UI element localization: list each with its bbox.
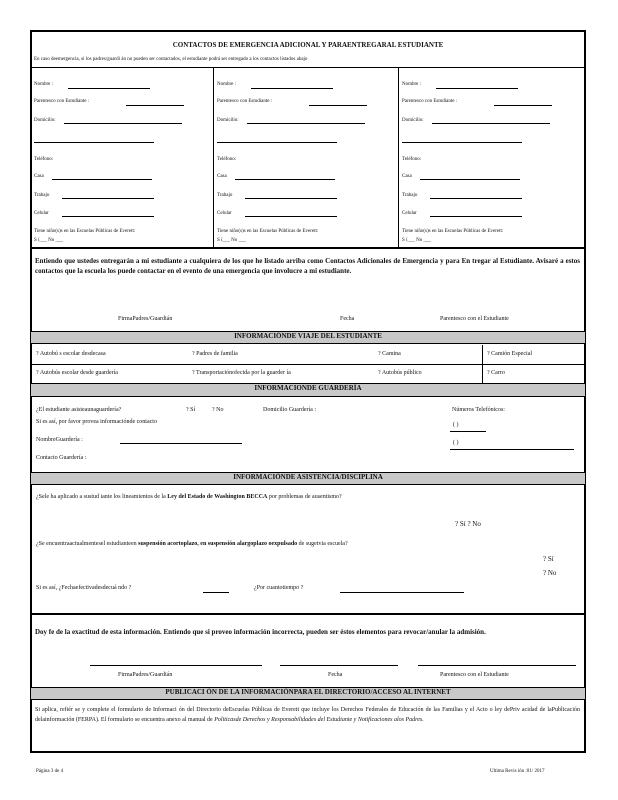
accuracy-statement: Doy fe de la exactitud de esta información. Entiendo que si proveo información incorrecta, pueden ser éstos elementos para revocar/anular la admisión. [35,628,486,636]
contact-2-field-6[interactable] [245,198,337,199]
becca-text-a: ¿Sele ha aplicado a sustud iante los lineamientos de la [36,494,166,500]
contact-3-casa-label: Casa [402,174,412,179]
contact-1-field-6[interactable] [62,198,154,199]
relationship-label-2: Parentesco con el Estudiante [440,672,509,678]
travel-option-car[interactable]: ? Carro [487,370,505,376]
travel-section-header: INFORMACIÓNDE VIAJE DEL ESTUDIANTE [31,331,585,344]
contact-1-telefono-label: Teléfono: [34,157,54,162]
contact-2-tiene-hijos-label: Tiene niño(s)s en las Escuelas Públicas de Everett: [217,229,319,234]
publication-text-plain: Si aplica, refiér se y complete el formulario de Informaci ón del Directorio deEscuelas Públicas de Everett que incluye los Derechos Federales de Educación de las Familias y el Acto o ley dePriv acidad de laPublicación delainformación (FERPA). El formulario se encuentra anexo al manual de [35,707,580,723]
contact-1-nombre-label: Nombre : [34,82,54,87]
contact-3-field-2[interactable] [432,123,550,124]
suspension-text-a: ¿Se encuentraactualmentesel estudianteen [36,541,137,547]
effective-date-field[interactable] [203,592,229,593]
contact-1-casa-label: Casa [34,174,44,179]
phone-field-1[interactable] [450,431,486,432]
contact-2-parentesco-label: Parentesco con Estudiante : [217,99,273,104]
contact-1-field-1[interactable] [126,105,184,106]
contact-3-field-5[interactable] [420,179,520,180]
date-label-2: Fecha [328,672,343,678]
contact-1-tiene-hijos-label: Tiene niño(s)s en las Escuelas Públicas de Everett: [34,229,136,234]
contact-1-field-0[interactable] [68,88,150,89]
signature-label-2: FirmaPadres/Guardián [118,672,173,678]
contact-2-domicilio-label: Domicilio: [217,118,239,123]
contact-2-field-2[interactable] [247,123,365,124]
date-label: Fecha [340,316,355,322]
contact-3-domicilio-label: Domicilio: [402,118,424,123]
daycare-name-label: NombreGuardería : [36,437,83,443]
contact-3-trabajo-label: Trabajo [402,193,418,198]
travel-option-bus-daycare[interactable]: ? Autobús escolar desde guardería [36,370,118,376]
suspension-no[interactable]: ? No [543,569,557,577]
attendance-section-header: INFORMACIÓNDE ASISTENCIA/DISCIPLINA [31,472,585,485]
form-subtitle: En caso deemergencia, si los padres/guardi án no pueden ser contactados, el estudiante podrá ser entregado a los contactos listados abajo [34,57,308,62]
phone-area-1: ( ) [453,422,459,428]
travel-option-bus-home[interactable]: ? Autobú s escolar desdecasa [36,351,106,357]
suspension-question [36,541,348,547]
duration-label: ¿Por cuantotiempo ? [254,585,304,591]
contact-3-nombre-label: Nombre : [402,82,422,87]
publication-text-italic: Politicasde Derechos y Responsabilidades del Estudiante y Notificaciones alos Padres. [214,717,424,723]
contact-3-field-3[interactable] [402,142,522,143]
effective-date-label: Si es así, ¿Fechaefectivadesdecuá ndo ? [36,585,132,591]
becca-question [36,494,342,500]
contact-2-si-no-label: S í___ No ___ [217,238,247,243]
daycare-yes[interactable]: ? Sí [186,407,196,413]
daycare-question: ¿El estudiante asisteaunaguardería? [36,407,122,413]
contact-2-telefono-label: Teléfono: [217,157,237,162]
contact-2-field-1[interactable] [309,105,367,106]
contact-2-trabajo-label: Trabajo [217,193,233,198]
contact-3-si-no-label: S í___ No ___ [402,238,432,243]
daycare-section-header: INFORMACIONDE GUARDERÍA [31,383,585,397]
suspension-text-c: de sugetvia escuela? [298,541,348,547]
contact-2-field-5[interactable] [235,179,335,180]
contact-1-field-5[interactable] [52,179,152,180]
contact-1-field-3[interactable] [34,142,154,143]
contact-1-field-2[interactable] [64,123,182,124]
contact-1-trabajo-label: Trabajo [34,193,50,198]
becca-text-c: por problemas de ausentismo? [268,494,342,500]
consent-text: Entiendo que ustedes entregarán a mi estudiante a cualquiera de los que he listado arriba como Contactos Adicionales de Emergencia y para En tregar al Estudiante. Avisaré a estos contactos que la escuela los puede contactar en el evento de una emergencia que involucre a mi estudiante. [35,257,580,275]
contact-2-nombre-label: Nombre : [217,82,237,87]
contact-2-casa-label: Casa [217,174,227,179]
publication-text [35,705,580,725]
travel-option-special-bus[interactable]: ? Camión Especial [487,351,532,357]
publication-section-header: PUBLICACI ÓN DE LA INFORMACIÓNPARA EL DIRECTORIO/ACCESO AL INTERNET [31,687,585,700]
revision-date: Ultima Revis ión :01/ 2017 [490,769,545,774]
phone-field-2[interactable] [450,449,574,450]
daycare-name-field[interactable] [120,443,242,444]
contact-1-domicilio-label: Domicilio: [34,118,56,123]
phone-area-2: ( ) [453,440,459,446]
contact-1-field-7[interactable] [62,216,154,217]
contact-3-field-6[interactable] [430,198,522,199]
relationship-line-2[interactable] [418,665,576,666]
relationship-label: Parentesco con el Estudiante [440,316,509,322]
contact-3-field-1[interactable] [494,105,552,106]
contact-2-field-0[interactable] [251,88,333,89]
daycare-if-yes: Si es así, por favor provea informaciónde contacto [36,419,157,425]
contact-3-field-7[interactable] [430,216,522,217]
page-number: Página 3 de 4 [36,769,64,774]
contact-3-tiene-hijos-label: Tiene niño(s)s en las Escuelas Públicas de Everett: [402,229,504,234]
travel-option-parents[interactable]: ? Padres de familia [192,351,238,357]
contact-2-celular-label: Celular [217,211,232,216]
date-line-2[interactable] [280,665,398,666]
daycare-address-label: Domicilio Guardería : [263,407,316,413]
duration-field[interactable] [340,592,464,593]
contact-3-field-0[interactable] [436,88,518,89]
daycare-contact-label: Contacto Guardería : [36,455,87,461]
contact-1-parentesco-label: Parentesco con Estudiante : [34,99,90,104]
signature-line-2[interactable] [90,665,262,666]
becca-law: Ley del Estado de Washington BECCA [167,494,268,500]
contact-3-telefono-label: Teléfono: [402,157,422,162]
becca-options[interactable]: ? Sí ? No [455,520,481,528]
daycare-no[interactable]: ? No [212,407,224,413]
contact-3-celular-label: Celular [402,211,417,216]
contact-2-field-7[interactable] [245,216,337,217]
suspension-yes[interactable]: ? Sí [543,555,554,563]
contact-2-field-3[interactable] [217,142,337,143]
travel-option-walk[interactable]: ? Camina [378,351,401,357]
form-title: CONTACTOS DE EMERGENCIA ADICIONAL Y PARAENTREGARAL ESTUDIANTE [172,41,444,49]
travel-option-daycare-transport[interactable]: ? Transportaciónofecida por la guarder ía [192,370,291,376]
contact-1-si-no-label: S í___ No ___ [34,238,64,243]
daycare-phones-label: Números Telefónicos: [452,407,505,413]
travel-option-public-bus[interactable]: ? Autobús público [378,370,422,376]
contact-3-parentesco-label: Parentesco con Estudiante : [402,99,458,104]
contact-1-celular-label: Celular [34,211,49,216]
suspension-text-b: suspensión acortoplazo, en suspensión alargoplazo oexpulsado [138,541,298,547]
signature-label: FirmaPadres/Guardián [118,316,173,322]
